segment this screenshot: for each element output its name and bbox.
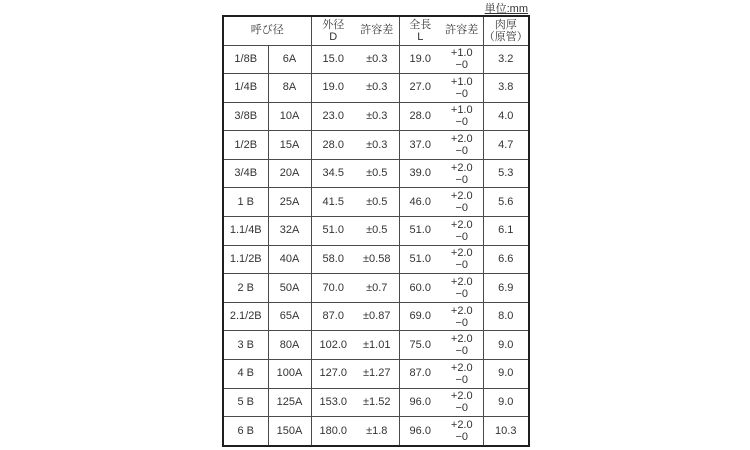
cell-od-tolerance: ±0.5 — [355, 159, 399, 188]
cell-nominal-b: 4 B — [223, 360, 268, 389]
header-overall-length: 全長 L — [399, 16, 441, 45]
length-tolerance-minus: −0 — [455, 173, 469, 186]
cell-od-tolerance: ±1.01 — [355, 331, 399, 360]
cell-od-tolerance: ±0.3 — [355, 74, 399, 103]
table-row — [223, 217, 529, 246]
table-row — [223, 302, 529, 331]
length-tolerance-plus: +2.0 — [450, 218, 473, 231]
cell-nominal-a: 100A — [268, 360, 311, 389]
cell-nominal-a: 80A — [268, 331, 311, 360]
cell-nominal-b: 3/8B — [223, 102, 268, 131]
cell-od-tolerance: ±0.7 — [355, 274, 399, 303]
cell-outer-diameter: 180.0 — [311, 417, 355, 446]
cell-outer-diameter: 23.0 — [311, 102, 355, 131]
cell-length: 75.0 — [399, 331, 441, 360]
cell-wall-thickness: 3.2 — [483, 45, 529, 74]
cell-length-tolerance — [441, 159, 483, 188]
cell-nominal-b: 1.1/2B — [223, 245, 268, 274]
length-tolerance-minus: −0 — [455, 230, 469, 243]
cell-nominal-a: 65A — [268, 302, 311, 331]
cell-nominal-a: 25A — [268, 188, 311, 217]
header-length-tolerance: 許容差 — [441, 16, 483, 45]
table-body — [223, 45, 529, 446]
cell-wall-thickness: 6.6 — [483, 245, 529, 274]
cell-length: 37.0 — [399, 131, 441, 160]
cell-nominal-b: 1.1/4B — [223, 217, 268, 246]
cell-length-tolerance — [441, 217, 483, 246]
length-tolerance-minus: −0 — [455, 288, 469, 301]
length-tolerance-plus: +1.0 — [450, 75, 473, 88]
cell-length: 51.0 — [399, 245, 441, 274]
cell-nominal-a: 8A — [268, 74, 311, 103]
length-tolerance-plus: +2.0 — [450, 419, 473, 432]
cell-nominal-b: 2 B — [223, 274, 268, 303]
cell-length: 60.0 — [399, 274, 441, 303]
cell-length-tolerance — [441, 188, 483, 217]
cell-nominal-a: 20A — [268, 159, 311, 188]
cell-nominal-b: 1 B — [223, 188, 268, 217]
cell-nominal-a: 6A — [268, 45, 311, 74]
cell-length-tolerance — [441, 302, 483, 331]
cell-length: 28.0 — [399, 102, 441, 131]
length-tolerance-plus: +2.0 — [450, 361, 473, 374]
cell-od-tolerance: ±0.5 — [355, 188, 399, 217]
length-tolerance-minus: −0 — [455, 87, 469, 100]
cell-nominal-a: 32A — [268, 217, 311, 246]
cell-od-tolerance: ±0.58 — [355, 245, 399, 274]
length-tolerance-plus: +2.0 — [450, 304, 473, 317]
length-tolerance-plus: +1.0 — [450, 47, 473, 60]
cell-outer-diameter: 102.0 — [311, 331, 355, 360]
cell-wall-thickness: 6.1 — [483, 217, 529, 246]
cell-length: 96.0 — [399, 388, 441, 417]
table-header — [223, 16, 529, 45]
pipe-spec-table — [222, 15, 530, 447]
cell-length-tolerance — [441, 331, 483, 360]
length-tolerance-minus: −0 — [455, 259, 469, 272]
table-row — [223, 74, 529, 103]
cell-outer-diameter: 127.0 — [311, 360, 355, 389]
cell-length: 96.0 — [399, 417, 441, 446]
table-row — [223, 360, 529, 389]
cell-wall-thickness: 10.3 — [483, 417, 529, 446]
cell-length-tolerance — [441, 245, 483, 274]
header-row — [223, 16, 529, 45]
cell-length-tolerance — [441, 74, 483, 103]
length-tolerance-plus: +2.0 — [450, 333, 473, 346]
cell-wall-thickness: 5.3 — [483, 159, 529, 188]
cell-length-tolerance — [441, 388, 483, 417]
cell-outer-diameter: 51.0 — [311, 217, 355, 246]
cell-wall-thickness: 9.0 — [483, 360, 529, 389]
cell-od-tolerance: ±1.52 — [355, 388, 399, 417]
table-row — [223, 274, 529, 303]
cell-wall-thickness: 4.0 — [483, 102, 529, 131]
length-tolerance-plus: +2.0 — [450, 133, 473, 146]
cell-length: 39.0 — [399, 159, 441, 188]
cell-outer-diameter: 153.0 — [311, 388, 355, 417]
cell-wall-thickness: 6.9 — [483, 274, 529, 303]
cell-od-tolerance: ±1.27 — [355, 360, 399, 389]
cell-outer-diameter: 87.0 — [311, 302, 355, 331]
cell-length-tolerance — [441, 45, 483, 74]
header-nominal-diameter: 呼び径 — [223, 16, 311, 45]
cell-wall-thickness: 3.8 — [483, 74, 529, 103]
length-tolerance-minus: −0 — [455, 373, 469, 386]
header-outer-diameter: 外径 D — [311, 16, 355, 45]
length-tolerance-plus: +2.0 — [450, 390, 473, 403]
cell-length: 46.0 — [399, 188, 441, 217]
cell-nominal-b: 1/2B — [223, 131, 268, 160]
cell-nominal-a: 150A — [268, 417, 311, 446]
cell-nominal-a: 40A — [268, 245, 311, 274]
cell-wall-thickness: 4.7 — [483, 131, 529, 160]
cell-length: 69.0 — [399, 302, 441, 331]
length-tolerance-plus: +2.0 — [450, 247, 473, 260]
cell-nominal-a: 10A — [268, 102, 311, 131]
unit-label-text: 単位:mm — [484, 3, 528, 15]
cell-nominal-b: 1/4B — [223, 74, 268, 103]
cell-od-tolerance: ±0.3 — [355, 131, 399, 160]
cell-od-tolerance: ±0.3 — [355, 102, 399, 131]
table-row — [223, 102, 529, 131]
cell-nominal-b: 6 B — [223, 417, 268, 446]
length-tolerance-minus: −0 — [455, 202, 469, 215]
length-tolerance-plus: +2.0 — [450, 161, 473, 174]
cell-wall-thickness: 9.0 — [483, 388, 529, 417]
cell-od-tolerance: ±0.5 — [355, 217, 399, 246]
cell-wall-thickness: 9.0 — [483, 331, 529, 360]
cell-nominal-b: 3/4B — [223, 159, 268, 188]
cell-od-tolerance: ±0.3 — [355, 45, 399, 74]
cell-outer-diameter: 15.0 — [311, 45, 355, 74]
cell-outer-diameter: 34.5 — [311, 159, 355, 188]
cell-length: 19.0 — [399, 45, 441, 74]
cell-wall-thickness: 5.6 — [483, 188, 529, 217]
length-tolerance-plus: +1.0 — [450, 104, 473, 117]
cell-outer-diameter: 58.0 — [311, 245, 355, 274]
length-tolerance-minus: −0 — [455, 431, 469, 444]
cell-outer-diameter: 41.5 — [311, 188, 355, 217]
cell-length: 27.0 — [399, 74, 441, 103]
cell-nominal-b: 5 B — [223, 388, 268, 417]
unit-label — [222, 0, 528, 16]
table-row — [223, 45, 529, 74]
cell-length: 87.0 — [399, 360, 441, 389]
length-tolerance-minus: −0 — [455, 116, 469, 129]
table-row — [223, 331, 529, 360]
cell-outer-diameter: 28.0 — [311, 131, 355, 160]
cell-outer-diameter: 70.0 — [311, 274, 355, 303]
cell-length-tolerance — [441, 417, 483, 446]
table-row — [223, 131, 529, 160]
cell-nominal-a: 15A — [268, 131, 311, 160]
length-tolerance-plus: +2.0 — [450, 190, 473, 203]
table-row — [223, 388, 529, 417]
cell-wall-thickness: 8.0 — [483, 302, 529, 331]
cell-length-tolerance — [441, 102, 483, 131]
cell-nominal-b: 2.1/2B — [223, 302, 268, 331]
table-row — [223, 159, 529, 188]
cell-length-tolerance — [441, 360, 483, 389]
table-row — [223, 245, 529, 274]
length-tolerance-minus: −0 — [455, 59, 469, 72]
cell-nominal-a: 50A — [268, 274, 311, 303]
length-tolerance-plus: +2.0 — [450, 276, 473, 289]
cell-od-tolerance: ±0.87 — [355, 302, 399, 331]
cell-length-tolerance — [441, 274, 483, 303]
cell-od-tolerance: ±1.8 — [355, 417, 399, 446]
cell-length-tolerance — [441, 131, 483, 160]
cell-nominal-b: 1/8B — [223, 45, 268, 74]
table-row — [223, 417, 529, 446]
cell-outer-diameter: 19.0 — [311, 74, 355, 103]
header-wall-thickness: 肉厚 （原管） — [483, 16, 529, 45]
cell-nominal-a: 125A — [268, 388, 311, 417]
length-tolerance-minus: −0 — [455, 145, 469, 158]
length-tolerance-minus: −0 — [455, 402, 469, 415]
length-tolerance-minus: −0 — [455, 316, 469, 329]
cell-length: 51.0 — [399, 217, 441, 246]
table-row — [223, 188, 529, 217]
length-tolerance-minus: −0 — [455, 345, 469, 358]
header-od-tolerance: 許容差 — [355, 16, 399, 45]
cell-nominal-b: 3 B — [223, 331, 268, 360]
